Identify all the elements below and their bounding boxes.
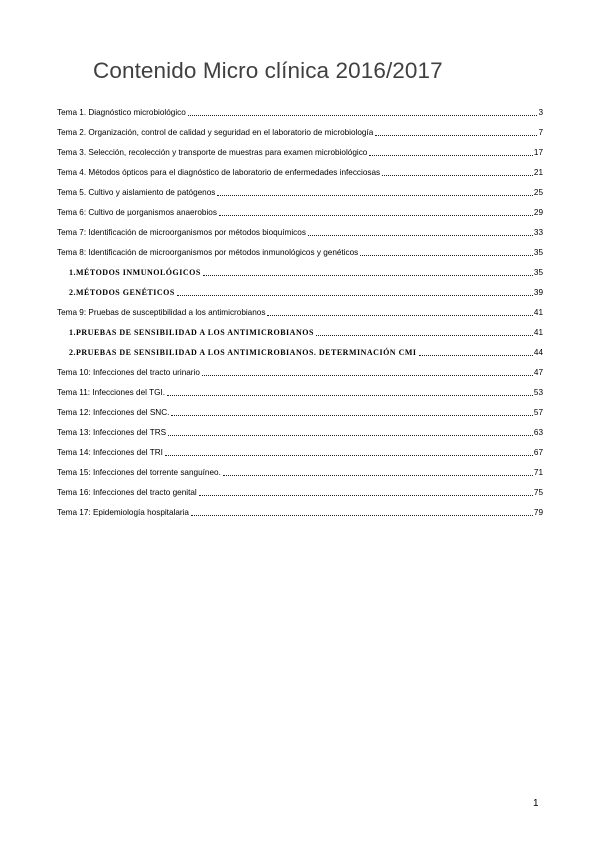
toc-entry-title: Tema 2. Organización, control de calidad y seguridad en el laboratorio de microbiología — [57, 128, 374, 137]
toc-entry[interactable] — [57, 438, 543, 458]
toc-entry-page: 39 — [533, 288, 543, 297]
toc-entry-title: Tema 1. Diagnóstico microbiológico — [57, 108, 186, 117]
toc-entry-title: Tema 13: Infecciones del TRS — [57, 428, 167, 437]
toc-entry-page: 67 — [533, 448, 543, 457]
toc-entry[interactable] — [57, 138, 543, 158]
toc-entry-title: Tema 14: Infecciones del TRI — [57, 448, 163, 457]
toc-subentry[interactable] — [57, 258, 543, 278]
dot-leader — [177, 295, 533, 296]
toc-entry-title: Tema 4. Métodos ópticos para el diagnóstico de laboratorio de enfermedades infecciosas — [57, 168, 381, 177]
toc-entry[interactable] — [57, 178, 543, 198]
toc-entry-page: 35 — [533, 248, 543, 257]
dot-leader — [419, 355, 533, 356]
toc-entry-title: Tema 15: Infecciones del torrente sanguíneo. — [57, 468, 221, 477]
table-of-contents — [57, 98, 543, 518]
dot-leader — [202, 375, 533, 376]
toc-entry-page: 21 — [533, 168, 543, 177]
dot-leader — [223, 475, 533, 476]
dot-leader — [360, 255, 533, 256]
dot-leader — [217, 195, 533, 196]
toc-entry-title: Tema 3. Selección, recolección y transporte de muestras para examen microbiológico — [57, 148, 368, 157]
toc-entry[interactable] — [57, 478, 543, 498]
toc-entry-title: Tema 6: Cultivo de µorganismos anaerobios — [57, 208, 217, 217]
toc-entry-title: 1.PRUEBAS DE SENSIBILIDAD A LOS ANTIMICROBIANOS — [69, 328, 314, 337]
dot-leader — [316, 335, 533, 336]
toc-subentry[interactable] — [57, 338, 543, 358]
toc-entry-title: Tema 9: Pruebas de susceptibilidad a los antimicrobianos — [57, 308, 266, 317]
toc-entry[interactable] — [57, 458, 543, 478]
page-number: 1 — [533, 798, 539, 809]
toc-subentry[interactable] — [57, 318, 543, 338]
toc-entry-page: 3 — [538, 108, 543, 117]
dot-leader — [188, 115, 538, 116]
dot-leader — [369, 155, 533, 156]
toc-entry-page: 57 — [533, 408, 543, 417]
toc-entry-title: 2.MÉTODOS GENÉTICOS — [69, 288, 175, 297]
toc-entry-page: 25 — [533, 188, 543, 197]
dot-leader — [191, 515, 533, 516]
dot-leader — [382, 175, 533, 176]
toc-entry-title: Tema 5. Cultivo y aislamiento de patógenos — [57, 188, 216, 197]
toc-entry-page: 79 — [533, 508, 543, 517]
toc-entry[interactable] — [57, 298, 543, 318]
toc-entry[interactable] — [57, 378, 543, 398]
toc-entry-page: 33 — [533, 228, 543, 237]
toc-entry[interactable] — [57, 98, 543, 118]
toc-entry-title: Tema 12: Infecciones del SNC. — [57, 408, 170, 417]
toc-entry-title: Tema 10: Infecciones del tracto urinario — [57, 368, 200, 377]
toc-entry[interactable] — [57, 398, 543, 418]
toc-entry-page: 44 — [533, 348, 543, 357]
dot-leader — [165, 455, 533, 456]
toc-entry[interactable] — [57, 498, 543, 518]
dot-leader — [219, 215, 533, 216]
dot-leader — [171, 415, 532, 416]
toc-entry-page: 75 — [533, 488, 543, 497]
toc-entry-page: 29 — [533, 208, 543, 217]
toc-entry-title: Tema 7: Identificación de microorganismos por métodos bioquímicos — [57, 228, 306, 237]
dot-leader — [199, 495, 533, 496]
toc-entry-title: Tema 16: Infecciones del tracto genital — [57, 488, 197, 497]
toc-entry[interactable] — [57, 218, 543, 238]
toc-entry-page: 47 — [533, 368, 543, 377]
dot-leader — [167, 395, 533, 396]
toc-entry[interactable] — [57, 358, 543, 378]
page-title: Contenido Micro clínica 2016/2017 — [93, 58, 443, 83]
dot-leader — [375, 135, 537, 136]
toc-entry-page: 35 — [533, 268, 543, 277]
toc-entry-page: 41 — [533, 328, 543, 337]
toc-entry[interactable] — [57, 418, 543, 438]
toc-entry-page: 53 — [533, 388, 543, 397]
toc-entry-page: 17 — [533, 148, 543, 157]
toc-entry-page: 7 — [538, 128, 543, 137]
dot-leader — [308, 235, 533, 236]
toc-entry-title: 2.PRUEBAS DE SENSIBILIDAD A LOS ANTIMICROBIANOS. DETERMINACIÓN CMI — [69, 348, 417, 357]
dot-leader — [267, 315, 532, 316]
toc-entry-page: 41 — [533, 308, 543, 317]
toc-entry[interactable] — [57, 158, 543, 178]
toc-subentry[interactable] — [57, 278, 543, 298]
toc-entry[interactable] — [57, 198, 543, 218]
toc-entry-page: 63 — [533, 428, 543, 437]
dot-leader — [168, 435, 533, 436]
dot-leader — [203, 275, 533, 276]
toc-entry-title: Tema 8: Identificación de microorganismos por métodos inmunológicos y genéticos — [57, 248, 359, 257]
toc-entry-title: Tema 11: Infecciones del TGI. — [57, 388, 166, 397]
toc-entry-page: 71 — [533, 468, 543, 477]
toc-entry[interactable] — [57, 118, 543, 138]
toc-entry-title: 1.MÉTODOS INMUNOLÓGICOS — [69, 268, 201, 277]
toc-entry[interactable] — [57, 238, 543, 258]
toc-entry-title: Tema 17: Epidemiología hospitalaria — [57, 508, 189, 517]
